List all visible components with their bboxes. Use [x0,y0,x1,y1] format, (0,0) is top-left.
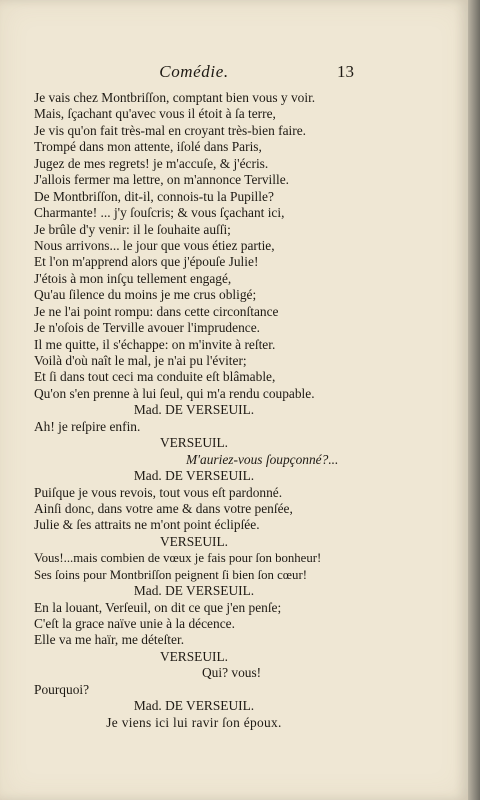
verse-line: Nous arrivons... le jour que vous étiez partie, [34,237,275,253]
verse-line: Voilà d'où naît le mal, je n'ai pu l'éviter; [34,353,247,368]
verse-line: En la louant, Verſeuil, on dit ce que j'en penſe; [34,599,282,615]
verse-line: Je n'oſois de Terville avouer l'imprudence. [34,320,261,336]
verse-line: Charmante! ... j'y ſouſcris; & vous ſçachant ici, [34,205,285,221]
verse-line: Elle va me haïr, me déteſter. [34,632,185,648]
verse-line: Il me quitte, il s'échappe: on m'invite à reſter. [34,336,276,352]
page-header [34,62,354,90]
verse-line: Et ſi dans tout ceci ma conduite eſt blâmable, [34,369,276,385]
verse-line: Je viens ici lui ravir ſon époux. [106,714,282,730]
verse-line: Vous!...mais combien de vœux je fais pour ſon bonheur! [34,551,322,566]
verse-line: De Montbriſſon, dit-il, connois-tu la Pupille? [34,188,274,204]
speaker-name: Mad. DE VERSEUIL. [133,402,255,418]
page-edge [468,0,480,800]
verse-lines [34,90,354,731]
verse-line: Pourquoi? [34,681,90,697]
verse-line: Ah! je reſpire enfin. [34,418,141,434]
verse-line: Je vis qu'on fait très-mal en croyant très-bien faire. [34,122,306,138]
verse-line: Ainſi donc, dans votre ame & dans votre penſée, [34,500,293,516]
verse-line: J'allois fermer ma lettre, on m'annonce Terville. [34,172,289,188]
page-number: 13 [337,62,354,81]
speaker-name: Mad. DE VERSEUIL. [133,698,255,714]
verse-line: Je ne l'ai point rompu: dans cette circonſtance [34,303,279,319]
verse-line: Qui? vous! [202,665,262,681]
verse-line: M'auriez-vous ſoupçonné?... [186,451,339,467]
speaker-name: Mad. DE VERSEUIL. [133,583,255,599]
verse-line: Je brûle d'y venir: il le ſouhaite auſſi; [34,221,231,237]
verse-line: Qu'au ſilence du moins je me crus obligé; [34,287,257,303]
verse-line: Jugez de mes regrets! je m'accuſe, & j'écris. [34,155,269,171]
verse-line: J'étois à mon inſçu tellement engagé, [34,270,232,286]
verse-line: Mais, ſçachant qu'avec vous il étoit à ſa terre, [34,106,276,122]
verse-line: Je vais chez Montbriſſon, comptant bien vous y voir. [34,90,316,105]
verse-line: Trompé dans mon attente, iſolé dans Paris, [34,139,262,155]
speaker-name: VERSEUIL. [159,435,229,451]
running-title: Comédie. [159,62,229,81]
speaker-name: VERSEUIL. [159,533,229,549]
speaker-name: VERSEUIL. [159,648,229,664]
speaker-name: Mad. DE VERSEUIL. [133,468,255,484]
verse-line: Puiſque je vous revois, tout vous eſt pardonné. [34,484,283,500]
verse-line: Qu'on s'en prenne à lui ſeul, qui m'a rendu coupable. [34,385,315,401]
verse-line: Julie & ſes attraits ne m'ont point éclipſée. [34,517,260,533]
verse-line: C'eſt la grace naïve unie à la décence. [34,616,235,631]
verse-line: Et l'on m'apprend alors que j'épouſe Julie! [34,254,259,270]
page-text [34,62,354,731]
verse-line: Ses ſoins pour Montbriſſon peignent ſi bien ſon cœur! [34,567,307,582]
